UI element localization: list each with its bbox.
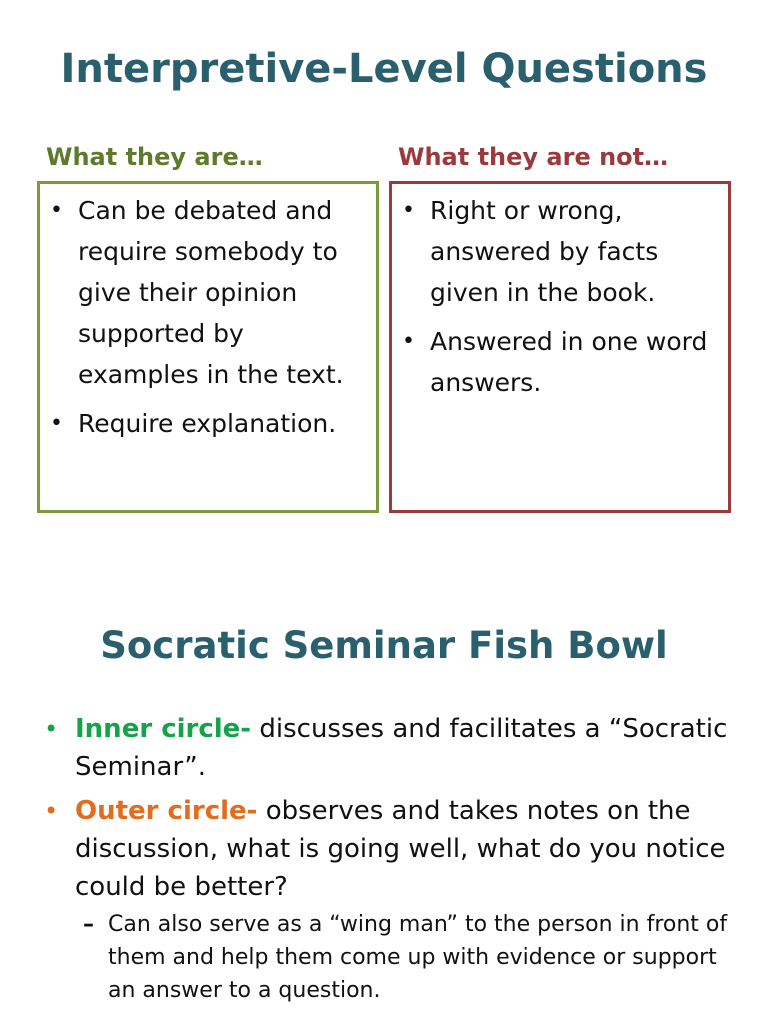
inner-circle-item (44, 710, 744, 786)
outer-circle-text: observes and takes notes on the discussion, what is going well, what do you notice could be better? (75, 796, 726, 902)
list-item (400, 321, 720, 403)
bullet-icon: • (402, 198, 415, 223)
bullet-icon: • (402, 329, 415, 354)
sub-item (75, 908, 744, 1007)
bullet-text: Answered in one word answers. (430, 327, 708, 397)
inner-circle-term: Inner circle- (75, 714, 252, 744)
fish-bowl-list (44, 710, 744, 1013)
bullet-icon: • (44, 715, 59, 743)
slide-title: Interpretive-Level Questions (60, 46, 708, 92)
what-they-are-heading: What they are… (46, 143, 263, 171)
what-they-are-not-box (389, 181, 731, 513)
list-item (48, 190, 368, 395)
list-item (48, 403, 368, 444)
what-they-are-not-heading: What they are not… (398, 143, 669, 171)
inner-circle-text: discusses and facilitates a “Socratic Seminar”. (75, 714, 728, 782)
dash-icon: – (83, 912, 94, 937)
bullet-icon: • (44, 797, 59, 825)
sub-item-text: Can also serve as a “wing man” to the person in front of them and help them come up with evidence or support an answer to a question. (108, 912, 728, 1003)
bullet-text: Right or wrong, answered by facts given in the book. (430, 196, 659, 307)
outer-circle-term: Outer circle- (75, 796, 258, 826)
what-they-are-box (37, 181, 379, 513)
bullet-text: Require explanation. (78, 409, 337, 438)
list-item (400, 190, 720, 313)
slide-title: Socratic Seminar Fish Bowl (100, 624, 668, 667)
bullet-icon: • (50, 411, 63, 436)
outer-circle-item (44, 792, 744, 1007)
bullet-icon: • (50, 198, 63, 223)
bullet-text: Can be debated and require somebody to give their opinion supported by examples in the text. (78, 196, 344, 389)
